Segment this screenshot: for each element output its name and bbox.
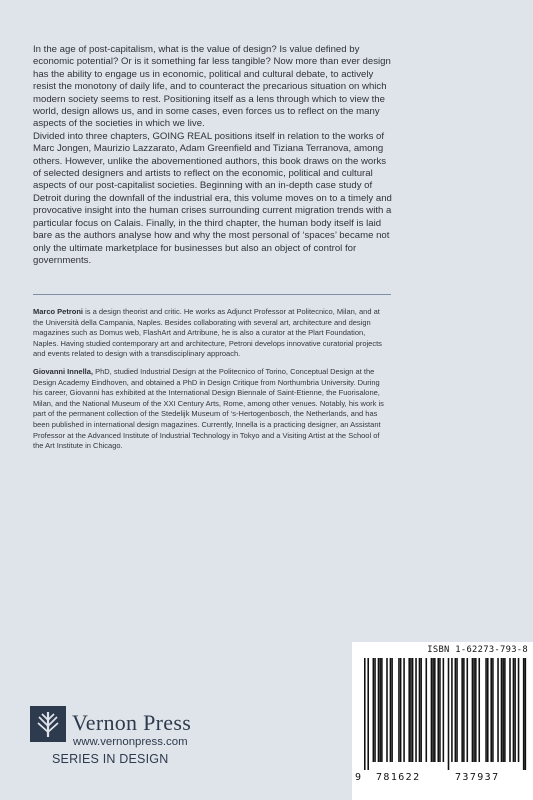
author-bio-text: PhD, studied Industrial Design at the Politecnico of Torino, Conceptual Design at the Design Academy Eindhoven, and obtained a PhD in Design Critique from Northumbria University. During his career, Giovanni has exhibited at the International Design Biennale of Saint-Etienne, the Fuorisalone, Milan, and the National Museum of the XXI Century Arts, Rome, among other venues. Notably, his work is part of the permanent collection of the Stedelijk Museum of ‘s-Hertogenbosch, the Netherlands, and has been published in international design magazines. Currently, Innella is a practicing designer, an Assistant Professor at the Advanced Institute of Industrial Technology in Tokyo and a Visiting Artist at the School of the Art Institute in Chicago. [33,366,384,451]
barcode-bar [434,658,436,762]
barcode-bar [448,658,450,770]
author-name: Giovanni Innella, [33,366,94,376]
barcode-bar [472,658,474,762]
barcode-bar [504,658,506,762]
barcode-bar [410,658,412,762]
barcode-bar [432,658,434,762]
barcode-bar [461,658,463,762]
section-divider [33,294,391,295]
barcode-bar [374,658,376,762]
barcode-bar [378,658,380,762]
barcode-bar [487,658,489,762]
barcode-bar [513,658,515,762]
vernon-press-logo-icon [30,706,66,742]
barcode-bar [367,658,369,770]
barcode-bar [490,658,492,762]
barcode-bar [437,658,439,762]
barcode-bar [408,658,410,762]
barcode-bar [379,658,381,762]
barcode-bar [502,658,504,762]
barcode-digits [352,772,533,786]
barcode-bar [478,658,480,762]
barcode-bar [463,658,465,762]
series-label: SERIES IN DESIGN [52,752,169,766]
publisher-name: Vernon Press [72,710,192,735]
author-bio [33,307,385,360]
barcode-bar [501,658,503,762]
barcode-bar [420,658,422,762]
barcode-digit-first: 9 [355,772,363,783]
author-name: Marco Petroni [33,307,84,316]
isbn-label: ISBN 1-62273-793-8 [427,645,528,655]
barcode-bar [492,658,494,762]
author-bios [33,307,385,459]
barcode-digits-right: 737937 [455,772,500,783]
barcode-bar [439,658,441,762]
barcode-bar [364,658,366,770]
barcode-bar [497,658,499,762]
barcode-bar [514,658,516,762]
barcode-bar [398,658,400,762]
barcode-bar [525,658,527,770]
author-bio [33,367,385,452]
cover-blurb [33,44,395,267]
barcode-bar [390,658,392,762]
barcode-bar [473,658,475,762]
barcode-bar [523,658,525,770]
barcode-bar [391,658,393,762]
barcode-bar [431,658,433,762]
blurb-paragraph-1: In the age of post-capitalism, what is the value of design? Is value defined by economic potential? Or is it something far less tangible? Now more than ever design has the ability to engage us in economic, political and cultural debate, to actively resist the monotony of daily life, and to counteract the precarious situation on which modern society seems to rest. Positioning itself as a lens through which to view the world, design allows us, and in some cases, even forces us to reflect on the many aspects of the societies in which we live. [33,44,391,130]
barcode-bar [373,658,375,762]
barcode-bar [426,658,428,762]
barcode-bar [415,658,417,762]
barcode-bars [364,658,528,770]
barcode-bar [518,658,520,762]
barcode-bar [467,658,469,762]
barcode-bar [455,658,457,762]
author-bio-text: is a design theorist and critic. He works as Adjunct Professor at Politecnico, Milan, and at the Università della Campania, Naples. Besides collaborating with several art, architecture and design magazines such as Domus web, FlashArt and Artribune, he is also a curator at the Plart Foundation, Naples. Having studied contemporary art and architecture, Petroni develops innovative curatorial projects and events related to design with a transdisciplinary approach. [33,307,382,359]
barcode-digits-left: 781622 [376,772,421,783]
barcode-bar [443,658,445,762]
barcode-bar [381,658,383,762]
publisher-url: www.vernonpress.com [73,736,188,748]
barcode-bar [400,658,402,762]
barcode-bar [419,658,421,762]
barcode-bar [386,658,388,762]
barcode-bar [485,658,487,762]
barcode-bar [456,658,458,762]
barcode-bar [475,658,477,762]
barcode-bar [451,658,453,762]
barcode-bar [403,658,405,762]
barcode-bar [412,658,414,762]
isbn-barcode [352,642,533,800]
blurb-paragraph-2: Divided into three chapters, GOING REAL positions itself in relation to the works of Marc Jongen, Maurizio Lazzarato, Adam Greenfield and Tiziana Terranova, among others. However, unlike the abovementioned authors, this book draws on the works of selected designers and artists to reflect on the economic, political and cultural aspects of our post-capitalist societies. Beginning with an in-depth case study of Detroit during the downfall of the industrial era, this volume moves on to a timely and provocative insight into the human crises surrounding current migration trends with a particular focus on Calais. Finally, in the third chapter, the human body itself is laid bare as the authors analyse how and why the most personal of ‘spaces’ became not only the ultimate marketplace for businesses but also an object of control for governments. [33,130,392,266]
barcode-bar [509,658,511,762]
